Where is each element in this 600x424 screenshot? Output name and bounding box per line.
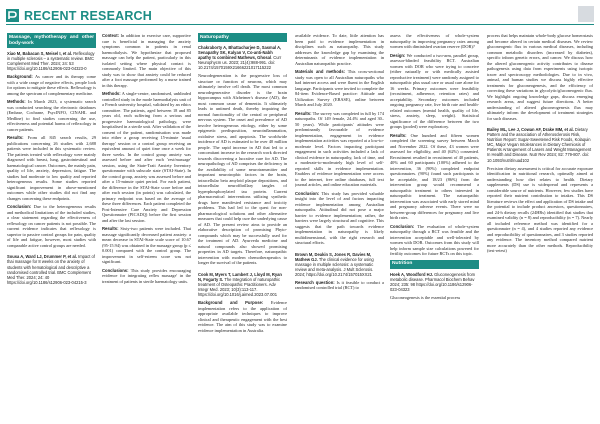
abstract-paragraph — [198, 300, 287, 333]
section-heading: Massage, mythotherapy and other body-work — [7, 33, 96, 48]
abstract-paragraph — [390, 33, 479, 50]
paragraph-text: available evidence. To date, little attention has been paid to evidence implementation in disciplines such as naturopathy. This study addresses the knowledge gap by examining the determinants of evidence implementation in Australian naturopathic practice. — [295, 33, 384, 66]
abstract-paragraph — [390, 295, 479, 301]
corner-badge — [578, 6, 594, 22]
abstract-paragraph — [295, 69, 384, 108]
section-heading: Naturopathy — [198, 33, 287, 42]
paragraph-label: Context: — [102, 33, 119, 38]
paragraph-label: Methods: — [7, 99, 26, 105]
article-citation — [390, 272, 479, 292]
abstract-paragraph — [487, 33, 593, 121]
citation-authors: Chakraborty A, Bhattacharjee D, Sasmal A, Senapathy SK, Kalyan V, Co-anti-Nabh apathy tc combined Mathews, Ghosal — [198, 45, 282, 61]
section-title: RECENT RESEARCH — [24, 9, 153, 23]
paragraph-text: Evidence implementation refers to the application of appropriate available techniques to improve clinical and therapeutic engagement with the best evidence. The aim of this study was to examine evidence implementation in Australia. — [198, 300, 287, 333]
paragraph-label: Design: — [390, 52, 406, 58]
article-citation — [7, 254, 96, 285]
journal-logo-icon — [6, 9, 19, 22]
citation-authors: Bailey ML, Lee J, Cowan AF, Drake MM, et al. — [487, 127, 574, 132]
paragraph-text: Sixty-two patients were included. Thai massage significantly decreased patient anxiety: a mean decrease in STAI-State scale score of 10.67 (95-15.94) was obtained in the massage group (p ≤ 0.001) compared with the control group. The improvement in self-esteem score was not significant. — [102, 226, 191, 264]
citation-authors: Xiao M, Babacan S, Meisel I, et al. — [7, 51, 73, 56]
abstract-paragraph — [198, 73, 287, 266]
abstract-paragraph — [7, 204, 96, 248]
paragraph-text: process that helps maintain whole-body glucose homeostasis and become altered in certain medical diseases. We review gluconeogenic flux in various medical diseases, including common metabolic disorders (increased by diabetes), specific inborn genetic errors, and cancer. We discuss how the altered gluconeogenic activity contributes to disease pathogenesis using data from experiments using isotopic tracer and spectroscopy methodologies. Due to in vivo, animal, and human studies we discuss highly effective treatments for gluconeogenesis, and the efficiency of correcting these variations in glycolytic/gluconeogenic flux. We highlight ongoing knowledge gaps, discuss emerging research areas, and suggest future directions. A better understanding of altered gluconeogenesis flux may ultimately inform the development of treatment strategies for such diseases. — [487, 33, 593, 121]
abstract-paragraph — [7, 135, 96, 201]
abstract-paragraph — [390, 224, 479, 257]
paragraph-label: Results: — [390, 132, 407, 138]
paragraph-text: One hundred and fifteen women completed the screening survey between March and November 2022. Of these, 43 women were assessed for eligibility, and 40 (62%) consented. Recruitment resulted in recruitment of 40 patients, 40% and 60 participants (100%) adhered to the intervention, 36 (90%) completed endpoint questionnaires. (90%) found such participants to be acceptable, and 18/23 (86%) from the intervention group would recommend a naturopathic treatment to others interested in naturopathic treatment. The naturopathic intervention was associated with early stored mind and pregnancy adverse events. There were no between-group differences for pregnancy and live birth rates. — [390, 132, 479, 220]
paragraph-text: Neurodegeneration is the progressive loss of structure or function of neurons, which may ultimately involve cell death. The most common neurodegenerative disorder is the brain hippocampus with Alzheimer's disease (AD), the most common cause of dementia. It ultimately leads to untimed death, thereby impairing the normal functionality of the central or peripheral nervous system. The onset and prevalence of AD involve heterogeneous etiology, either by some epigenetic predisposition, neuroinflammation, oxidative stress, and apoptosis. The worldwide incidence of AD is estimated to be over 40 million people. The rapid increase in AD that led to a concomitant increase in the research work directed towards discovering a lucrative cure for AD. The neuropathology of AD comprises the deficiency in the availability of some neurotransmitter and important neurotrophic factors in the brain, intracellular beta amyloid plaque depositions, and intracellular neurofibrillary tangles of hyperphosphorylated tau protein. Current pharmaceutical interventions utilizing synthetic drugs have manifested resistance and toxicity problems. This had led to the quest for non-pharmacological solutions and other alternative measures that could help cure the underlying cause of AD. The present review aims to provide an elaborative description of promising Phyto-compounds which may be successfully used for the treatment of AD. Ayurveda medicine and natural compounds also showed promising properties in AD targets. Therefore, naturopathic intervention with modern chemotherapeutics to longer the survival of the patients. — [198, 73, 287, 266]
column-6 — [487, 33, 593, 418]
paragraph-text: Gluconeogenesis is the essential process — [390, 294, 461, 300]
citation-authors: Hoek A, Woodford HJ. — [390, 271, 433, 277]
paragraph-label: Results: — [102, 226, 119, 231]
column-1 — [7, 33, 96, 418]
paragraph-label: Conclusions: — [102, 267, 129, 273]
article-citation — [198, 45, 287, 70]
article-citation — [7, 51, 96, 71]
paragraph-text: In March 2023, a systematic search was conducted searching the electronic databases (Embase, Cochrane, PsycINFO, CINAHL and Medline) to find studies concerning the use, effectiveness and potential harms of reflexology in cancer patients. — [7, 99, 96, 132]
paragraph-text: This study provides encouraging evidence for integrating reflex massage' in the treatment of patients in sterile haematology units. — [102, 267, 191, 284]
paragraph-text: In addition to exercise care, supportive care is beneficial in managing the anxiety symptoms common in patients in renal haemodialysis. We hypothesize that proposed massage can help the patient, particularly in this isolated setting where physical contact is commonly limited. The main objective of this study was to show that anxiety could be reduced after a foot massage performed by a nurse trained in this therapy. — [102, 33, 191, 88]
citation-reference: . Curr Neurophycm us. 2023; 21(4):988-991. doi: 10.2174/1570159X21666221017115222 — [198, 55, 282, 71]
abstract-paragraph — [102, 33, 191, 88]
paragraph-text: Due to the heterogeneous results and methodical limitations of the included studies, a clear statement regarding the effectiveness of reflexology on cancer patients is not possible. The current evidence indicates that reflexology is superior to passive control groups for pain, quality of life and fatigue, however, most studies with comparable active control groups are needed. — [7, 204, 96, 248]
paragraph-text: From all 845 search results, 29 publications concerning 26 studies with 2,688 patients were included in this systematic review. The patients treated with reflexology were mainly diagnosed with breast, lung, gastrointestinal and haematological cancer. Outcomes, the mainly pain, quality of life, anxiety, depression, fatigue. The studies had moderate to low quality and reported heterogeneous results. Some studies reported significant improvement in above-mentioned outcomes while other studies did not find any changes concerning these endpoints. — [7, 135, 96, 201]
column-2 — [102, 33, 191, 418]
paragraph-label: Conclusion: — [390, 223, 415, 229]
column-3 — [198, 33, 287, 418]
paragraph-text: We conducted a two-arm, parallel group, assessor-blinded feasibility RCT. Australian women with DOR who were trying to conceive (either naturally or with medically assisted reproductive treatment) were randomly assigned to naturopathic plus usual care or usual care alone for 16 weeks. Primary outcomes were feasibility (recruitment, adherence, retention rates) and acceptability. Secondary outcomes included ongoing pregnancy rate, live birth rate and health-related outcomes (mental health, quality of life, stress, anxiety, sleep, weight). Statistical significance of the difference between the two groups (pooled) were exploratory. — [390, 52, 479, 129]
abstract-paragraph — [390, 133, 479, 221]
paragraph-label: Conclusion: — [7, 204, 32, 210]
paragraph-text: Precision dietary assessment is critical for accurate exposure identification in nutritional research, optimally aimed at understanding how diet relates to health. Dietary supplements (DS) use is widespread and represents a considerable source of nutrients. However, few studies have reported their nutrient contribution to intakes. This DS literature reviews the effect and application of DS intake and the potential to include product ancestors, questionnaires, and 24-h dietary recalls (24HRs) identified that studies that examined validity (n = 8) and reproducibility (n = 7). Nearly all included reference method was identified for a questionnaire (n = 4), and 4 studies reported any evidence and reproducibility of questionnaires, and 3 studies reported any evidence. The inventory method compared nutrient more accurately than the other methods. Reproducibility (test-retest) — [487, 165, 593, 254]
article-citation — [198, 272, 287, 297]
abstract-paragraph — [7, 99, 96, 132]
paragraph-text: Is it feasible to conduct a randomised controlled trial (RCT) to — [295, 279, 384, 291]
citation-reference: Gluconeogenesis from metabolic disease. Pharmacol Biochem Behav 2024; 235: 98 https://doi.org/10.1186/s12906-023-04323 — [390, 271, 476, 292]
paragraph-text: This cross-sectional study was open to all Australian naturopaths who had internet access and were fluent in the English language. Participants were invited to complete the 84-item Evidence-Based practice: Attitude and Utilization Survey (EBASE), online between March and July 2020. — [295, 69, 384, 107]
abstract-paragraph — [102, 91, 191, 223]
paragraph-text: assess the effectiveness of whole-system naturopathy in improving pregnancy rates among women with diminished ovarian reserve (DOR)? — [390, 33, 479, 49]
citation-reference: Reflexology in multiple sclerosis – a systematic review. BMC Complement Med Ther. 2024; 24: 53 https://doi.org/10.1186/s12906-023-04323-0 — [7, 51, 95, 72]
article-citation — [295, 252, 384, 277]
abstract-paragraph — [390, 53, 479, 130]
paragraph-label: Research question: — [295, 279, 335, 285]
header-rule — [6, 24, 594, 25]
paragraph-text: The survey was completed in full by 174 naturopaths. Of 149 female, 24.4% and aged 30–50 years). While participants' attitudes were predominantly favourable of evidence implementation, engagement in evidence implementation activities was reported at a low-to-moderate level. Factors impacting participant engagement in such activities included a lack of clinical evidence in naturopathy, lack of time, and a moderate-to-moderately high level of self-reported skills in evidence implementation. Enablers of evidence implementation were access to the internet, free online databases, full text journal articles, and online education materials. — [295, 110, 384, 187]
citation-authors: Brown M, Deakin S, Jones R, Davies M, Mathew GJ. — [295, 251, 372, 262]
abstract-paragraph — [295, 33, 384, 66]
section-heading: Nutrition — [390, 260, 479, 269]
paragraph-label: Conclusion: — [295, 190, 320, 196]
paragraph-text: The evaluation of whole-system naturopathy through a RCT was feasible and the intervention acceptable and well-tolerated by women with DOR. Outcomes from this study will help inform sample size calculations powered for fertility outcomes for future RCTs on this topic. — [390, 223, 479, 256]
abstract-paragraph — [7, 74, 96, 96]
abstract-paragraph — [295, 111, 384, 188]
abstract-paragraph — [102, 226, 191, 265]
page-header — [6, 6, 594, 26]
abstract-paragraph — [295, 280, 384, 291]
column-4 — [295, 33, 384, 418]
citation-reference: Impact of thai massage for 8 weeks on the anxiety of students with hematological and descriptive a randomised controlled trial. BMC Complement Med Ther. 2024; 24: 40 https://doi.org/10.1186/s12906-023-04215-3 — [7, 254, 95, 285]
paragraph-label: Results: — [7, 135, 24, 141]
article-citation — [487, 127, 593, 163]
citation-authors: Cook M, Myers T, Lambert J, Lloyd M, Ryan N, Fogarty S. — [198, 271, 282, 283]
citation-authors: Sousa A, Ward LJ, Drummer P, et al. — [7, 254, 77, 260]
paragraph-text: A single-centre, randomised, unblinded controlled study in the mode haemodialysis unit of a French university hospital, validated by an ethics committee. The patients, aged between 18 and 85 years old, each suffering from a serious and progressive haematological pathology, were hospitalised in a sterile unit. After validation of the consent of the patient, randomisation was made into either a group receiving 15-minute 'usual therapy' session or a control group receiving an equivalent amount of quiet time once a week for three weeks. In the control group anxiety was assessed before and after each 'rest/massage' session, using the State-Trait Anxiety Inventory questionnaire with subscale state (STAI-State). In the control group, anxiety was assessed before and after a 15-minute quiet period. For each patient, the difference in the STAI-State score before and after each session (in points) was calculated, the primary endpoint was based on the average of these three differences. Each patient completed the Post-Intensive Care Anxiety and Depression Questionnaire (PICADQ) before the first session and after the last session. — [102, 91, 191, 223]
paragraph-label: Results: — [295, 110, 312, 116]
paragraph-text: This study has provided valuable insight into the level of and factors impacting evidence implementation among Australian naturopaths. Attitudinal did not pose a major barrier to evidence implementation; rather, the barriers were largely structural and cognitive. This suggests that the path towards evidence implementation in naturopathy is likely multidimensional, with the right research and structural efforts. — [295, 190, 384, 245]
column-5 — [390, 33, 479, 418]
paragraph-label: Methods: — [102, 91, 121, 96]
abstract-paragraph — [487, 166, 593, 254]
abstract-paragraph — [295, 191, 384, 246]
paragraph-label: Background: — [7, 74, 33, 80]
paragraph-text: As cancer and its therapy come with a wide range of negative effects, people look for options to mitigate these effects. Reflexology is among the spectrum of complementary medicine. — [7, 74, 96, 96]
citation-reference: The clinical evidence for using massage in multiple sclerosis: a systematic review and meta-analysis. J Mult Sclerosis. 2024; https://doi.org/10.2174/157015XX21 — [295, 256, 374, 277]
paragraph-label: Background and Purpose: — [198, 300, 264, 306]
citation-reference: Dietary Pattern and the association of Atherosclerosis Risk, Nutrition Report: Sugar-Sweetened Risk Foods, Kolaquin MC, Major Vegan Intolerances in Dietary Chemiosis of Patients Arrangement of Lasers and Weight Management In Health and Disease. Nutr Rev 2024; 82: 779-807. doi: 10.1093/nutrit/nuad102 — [487, 127, 592, 163]
paragraph-label: Materials and methods: — [295, 69, 346, 74]
citation-reference: The Integration of naturopathic treatment of Osteopathic Practitioners. Adv Integr Med. 2023; 10(3):113-117. https://doi.org/10.1016/j.aimed.2023.07.001 — [198, 277, 281, 298]
abstract-paragraph — [102, 268, 191, 285]
